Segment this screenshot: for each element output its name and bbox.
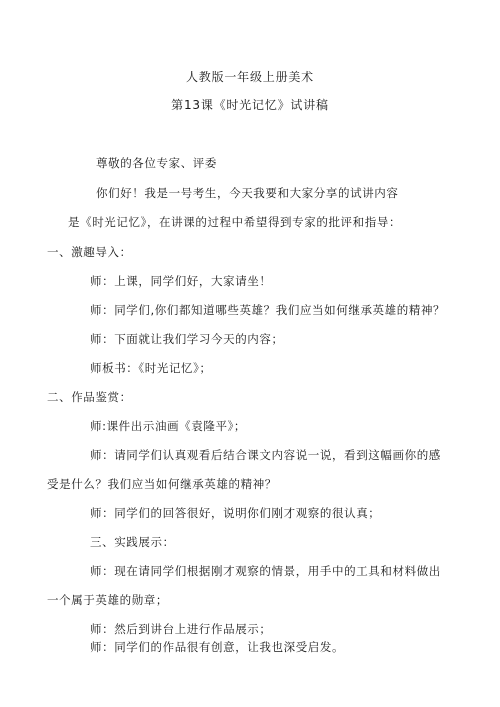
section-heading-3: 三、实践展示： (90, 535, 175, 549)
paragraph-line: 师板书：《时光记忆》； (90, 361, 212, 375)
paragraph-line: 师:课件出示油画《袁隆平》； (90, 419, 247, 433)
document-subtitle: 第13课《时光记忆》试讲稿 (171, 98, 329, 112)
paragraph-line: 师：下面就让我们学习今天的内容； (90, 332, 284, 346)
paragraph-line: 受是什么？我们应当如何继承英雄的精神？ (47, 477, 277, 491)
paragraph-line: 一个属于英雄的勋章； (47, 593, 168, 607)
paragraph-line: 师：同学们的回答很好，说明你们刚才观察的很认真； (90, 506, 381, 520)
section-heading-2: 二、作品鉴赏： (47, 390, 132, 404)
paragraph-intro-2: 是《时光记忆》，在讲课的过程中希望得到专家的批评和指导： (68, 215, 402, 229)
paragraph-line: 师：请同学们认真观看后结合课文内容说一说，看到这幅画你的感 (90, 448, 441, 462)
paragraph-line: 师：同学们的作品很有创意，让我也深受启发。 (90, 640, 345, 654)
paragraph-greeting: 尊敬的各位专家、评委 (96, 156, 217, 170)
section-heading-1: 一、激趣导入： (47, 245, 132, 259)
paragraph-line: 师：现在请同学们根据刚才观察的情景，用手中的工具和材料做出 (90, 564, 441, 578)
paragraph-line: 师：同学们,你们都知道哪些英雄？我们应当如何继承英雄的精神？ (90, 303, 446, 317)
paragraph-line: 师：然后到讲台上进行作品展示； (90, 622, 272, 636)
paragraph-line: 师：上课，同学们好，大家请坐！ (90, 274, 272, 288)
paragraph-intro-1: 你们好！我是一号考生，今天我要和大家分享的试讲内容 (96, 186, 399, 200)
document-title: 人教版一年级上册美术 (185, 70, 314, 84)
